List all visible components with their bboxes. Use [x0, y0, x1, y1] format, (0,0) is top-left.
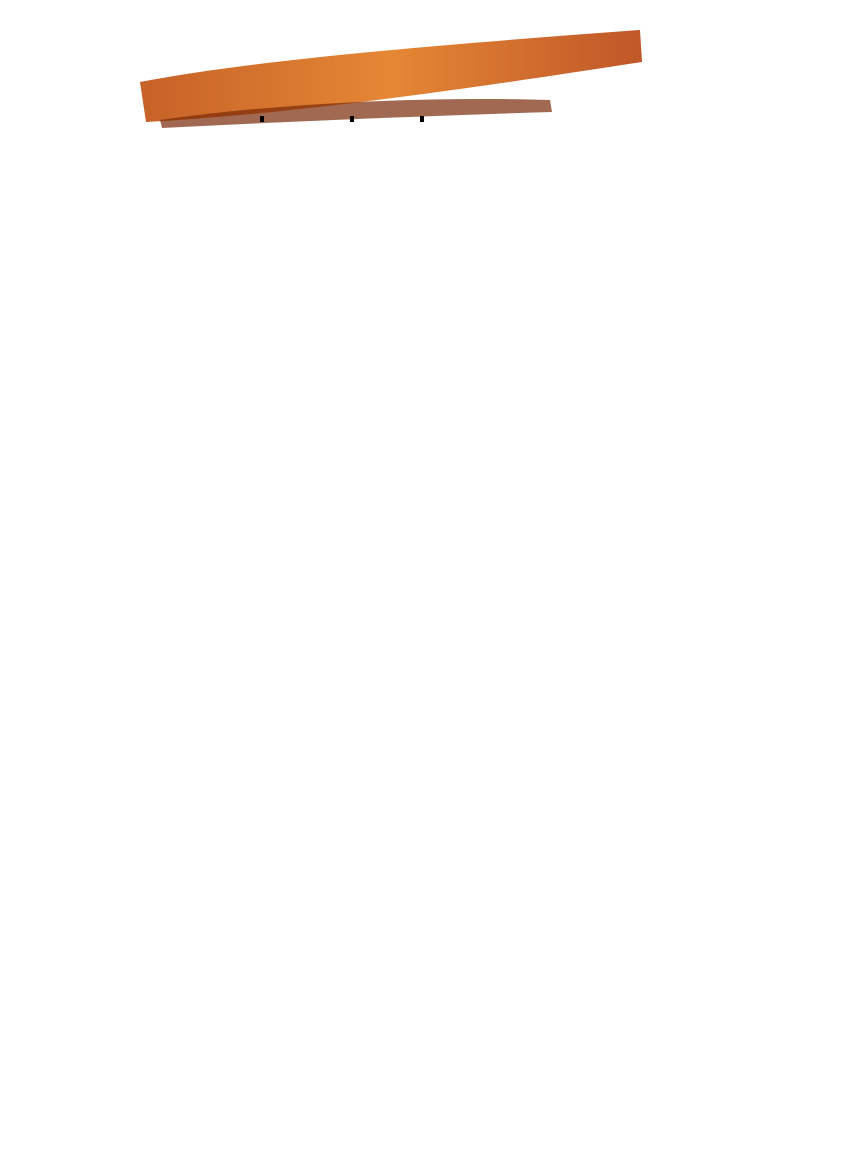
banner-logo [120, 4, 680, 132]
